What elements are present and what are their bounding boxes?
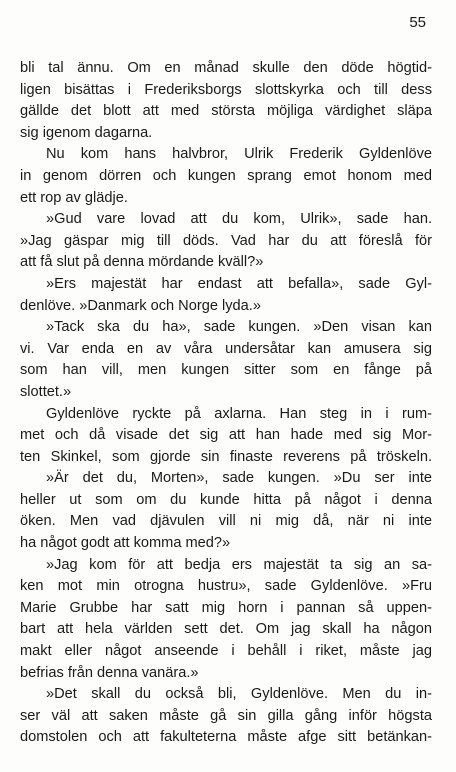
text-line: Marie Grubbe har satt mig horn i pannan så uppen-: [20, 599, 432, 616]
text-line: som han vill, men kungen sitter som en fånge på: [20, 362, 432, 379]
text-line: »Ers majestät har endast att befalla», sade Gyl-: [46, 275, 432, 292]
text-line: slottet.»: [20, 383, 72, 400]
text-line: Gyldenlöve ryckte på axlarna. Han steg in i rum-: [46, 405, 432, 422]
text-line: ligen bisättas i Frederiksborgs slottskyrka och till dess: [20, 81, 432, 98]
text-line: denlöve. »Danmark och Norge lyda.»: [20, 297, 261, 314]
text-line: ten Skinkel, som gjorde sin finaste reverens på tröskeln.: [20, 448, 432, 465]
page-number: 55: [409, 14, 426, 31]
text-line: ha något godt att komma med?»: [20, 535, 231, 552]
text-line: »Jag gäspar mig till döds. Vad har du att föreslå för: [20, 232, 432, 249]
text-line: öken. Men vad djävulen vill ni mig då, när ni inte: [20, 513, 432, 530]
text-line: befrias från denna vanära.»: [20, 664, 199, 681]
text-line: »Är det du, Morten», sade kungen. »Du ser inte: [46, 470, 432, 487]
text-line: sig igenom dagarna.: [20, 124, 153, 141]
text-line: met och då visade det sig att han hade med sig Mor-: [20, 427, 432, 444]
text-line: bart att hela världen sett det. Om jag skall ha någon: [20, 621, 432, 638]
text-line: »Gud vare lovad att du kom, Ulrik», sade han.: [46, 211, 432, 228]
text-line: vi. Var enda en av våra undersåtar kan amusera sig: [20, 340, 432, 357]
text-line: ser väl att saken måste gå sin gilla gång inför högsta: [20, 707, 432, 724]
text-line: heller ut som om du kunde hitta på något i denna: [20, 491, 432, 508]
text-line: »Det skall du också bli, Gyldenlöve. Men du in-: [46, 686, 432, 703]
text-line: att få slut på denna mördande kväll?»: [20, 254, 264, 271]
text-line: »Jag kom för att bedja ers majestät ta sig an sa-: [46, 556, 432, 573]
text-line: ett rop av glädje.: [20, 189, 128, 206]
text-line: Nu kom hans halvbror, Ulrik Frederik Gyldenlöve: [46, 146, 432, 163]
text-line: ken mot min otrogna hustru», sade Gyldenlöve. »Fru: [20, 578, 432, 595]
body-text: [20, 58, 432, 749]
text-line: bli tal ännu. Om en månad skulle den döde högtid-: [20, 60, 432, 76]
text-line: domstolen och att fakulteterna måste afge sitt betänkan-: [20, 729, 432, 746]
text-line: »Tack ska du ha», sade kungen. »Den visan kan: [46, 319, 432, 336]
text-line: gällde det blott att med största möjliga värdighet släpa: [20, 103, 432, 120]
text-line: makt eller något anseende i behåll i riket, måste jag: [20, 643, 432, 660]
text-line: in genom dörren och kungen sprang emot honom med: [20, 167, 432, 184]
